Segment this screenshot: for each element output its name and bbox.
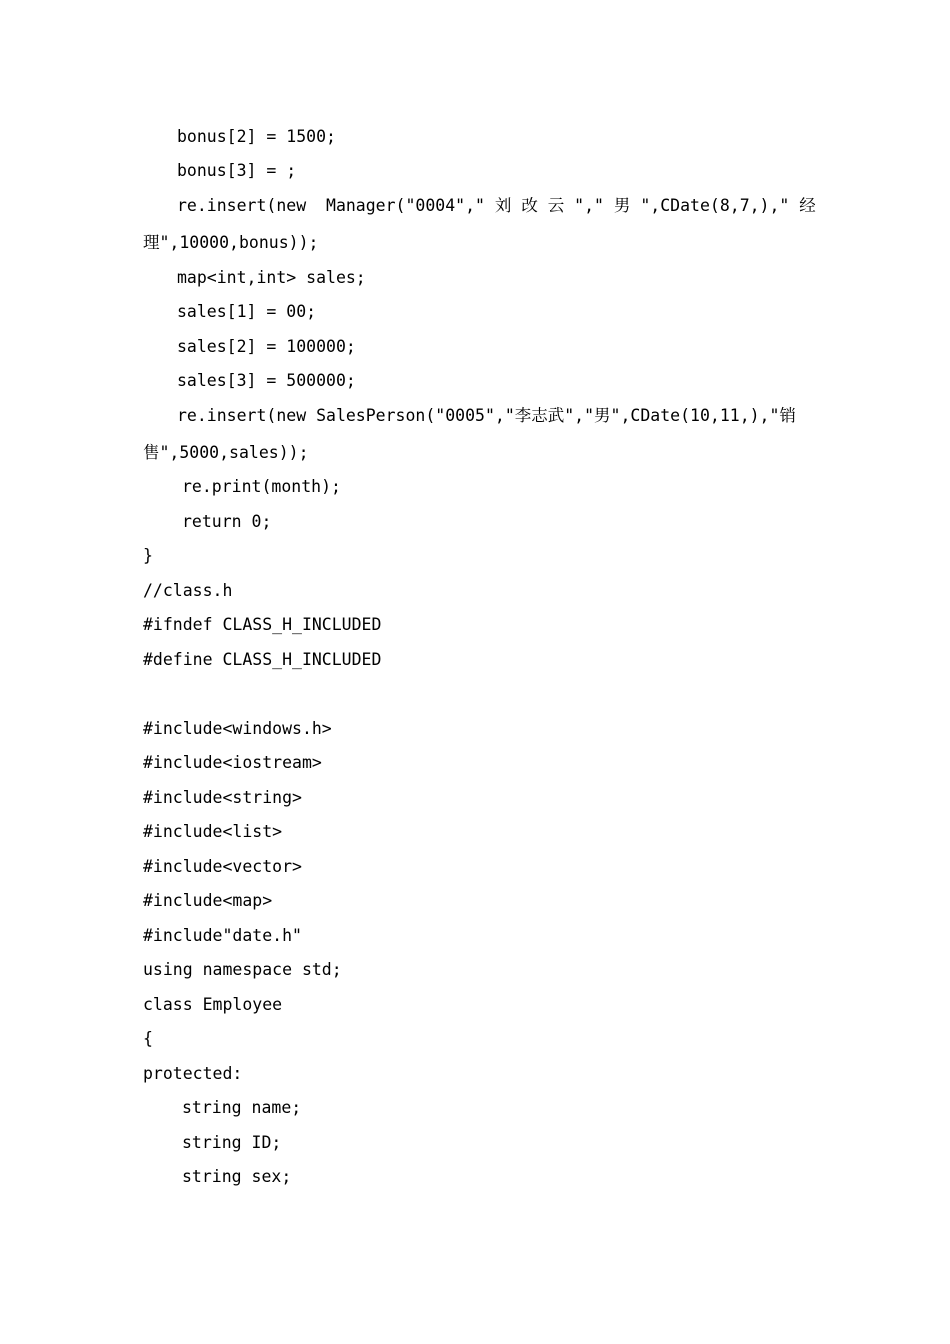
code-line: protected: (143, 1064, 243, 1083)
code-line: #include<windows.h> (143, 719, 332, 738)
code-line: //class.h (143, 581, 233, 600)
code-line: map<int,int> sales; (177, 268, 366, 287)
code-line: #ifndef CLASS_H_INCLUDED (143, 615, 382, 634)
code-line: 售",5000,sales)); (143, 443, 309, 462)
code-line: string sex; (182, 1167, 292, 1186)
code-line: string name; (182, 1098, 302, 1117)
code-line: sales[1] = 00; (177, 302, 317, 321)
code-line: re.insert(new SalesPerson("0005","李志武","男",CDate(10,11,),"销 (177, 406, 796, 425)
code-line: re.print(month); (182, 477, 341, 496)
code-line: using namespace std; (143, 960, 342, 979)
code-line: { (143, 1029, 153, 1048)
code-line: #include<list> (143, 822, 283, 841)
code-line: sales[2] = 100000; (177, 337, 356, 356)
code-line: #include<vector> (143, 857, 302, 876)
code-line: string ID; (182, 1133, 282, 1152)
code-line: re.insert(new Manager("0004"," 刘 改 云 "," 男 ",CDate(8,7,)," 经 (177, 196, 816, 215)
code-line: return 0; (182, 512, 272, 531)
code-line: } (143, 546, 153, 565)
code-line: #define CLASS_H_INCLUDED (143, 650, 382, 669)
code-line: #include<string> (143, 788, 302, 807)
code-line: #include"date.h" (143, 926, 302, 945)
code-line: class Employee (143, 995, 283, 1014)
code-line: #include<iostream> (143, 753, 322, 772)
code-line: sales[3] = 500000; (177, 371, 356, 390)
code-line: #include<map> (143, 891, 273, 910)
code-line: 理",10000,bonus)); (143, 233, 319, 252)
code-line: bonus[3] = ; (177, 161, 297, 180)
code-line: bonus[2] = 1500; (177, 127, 336, 146)
